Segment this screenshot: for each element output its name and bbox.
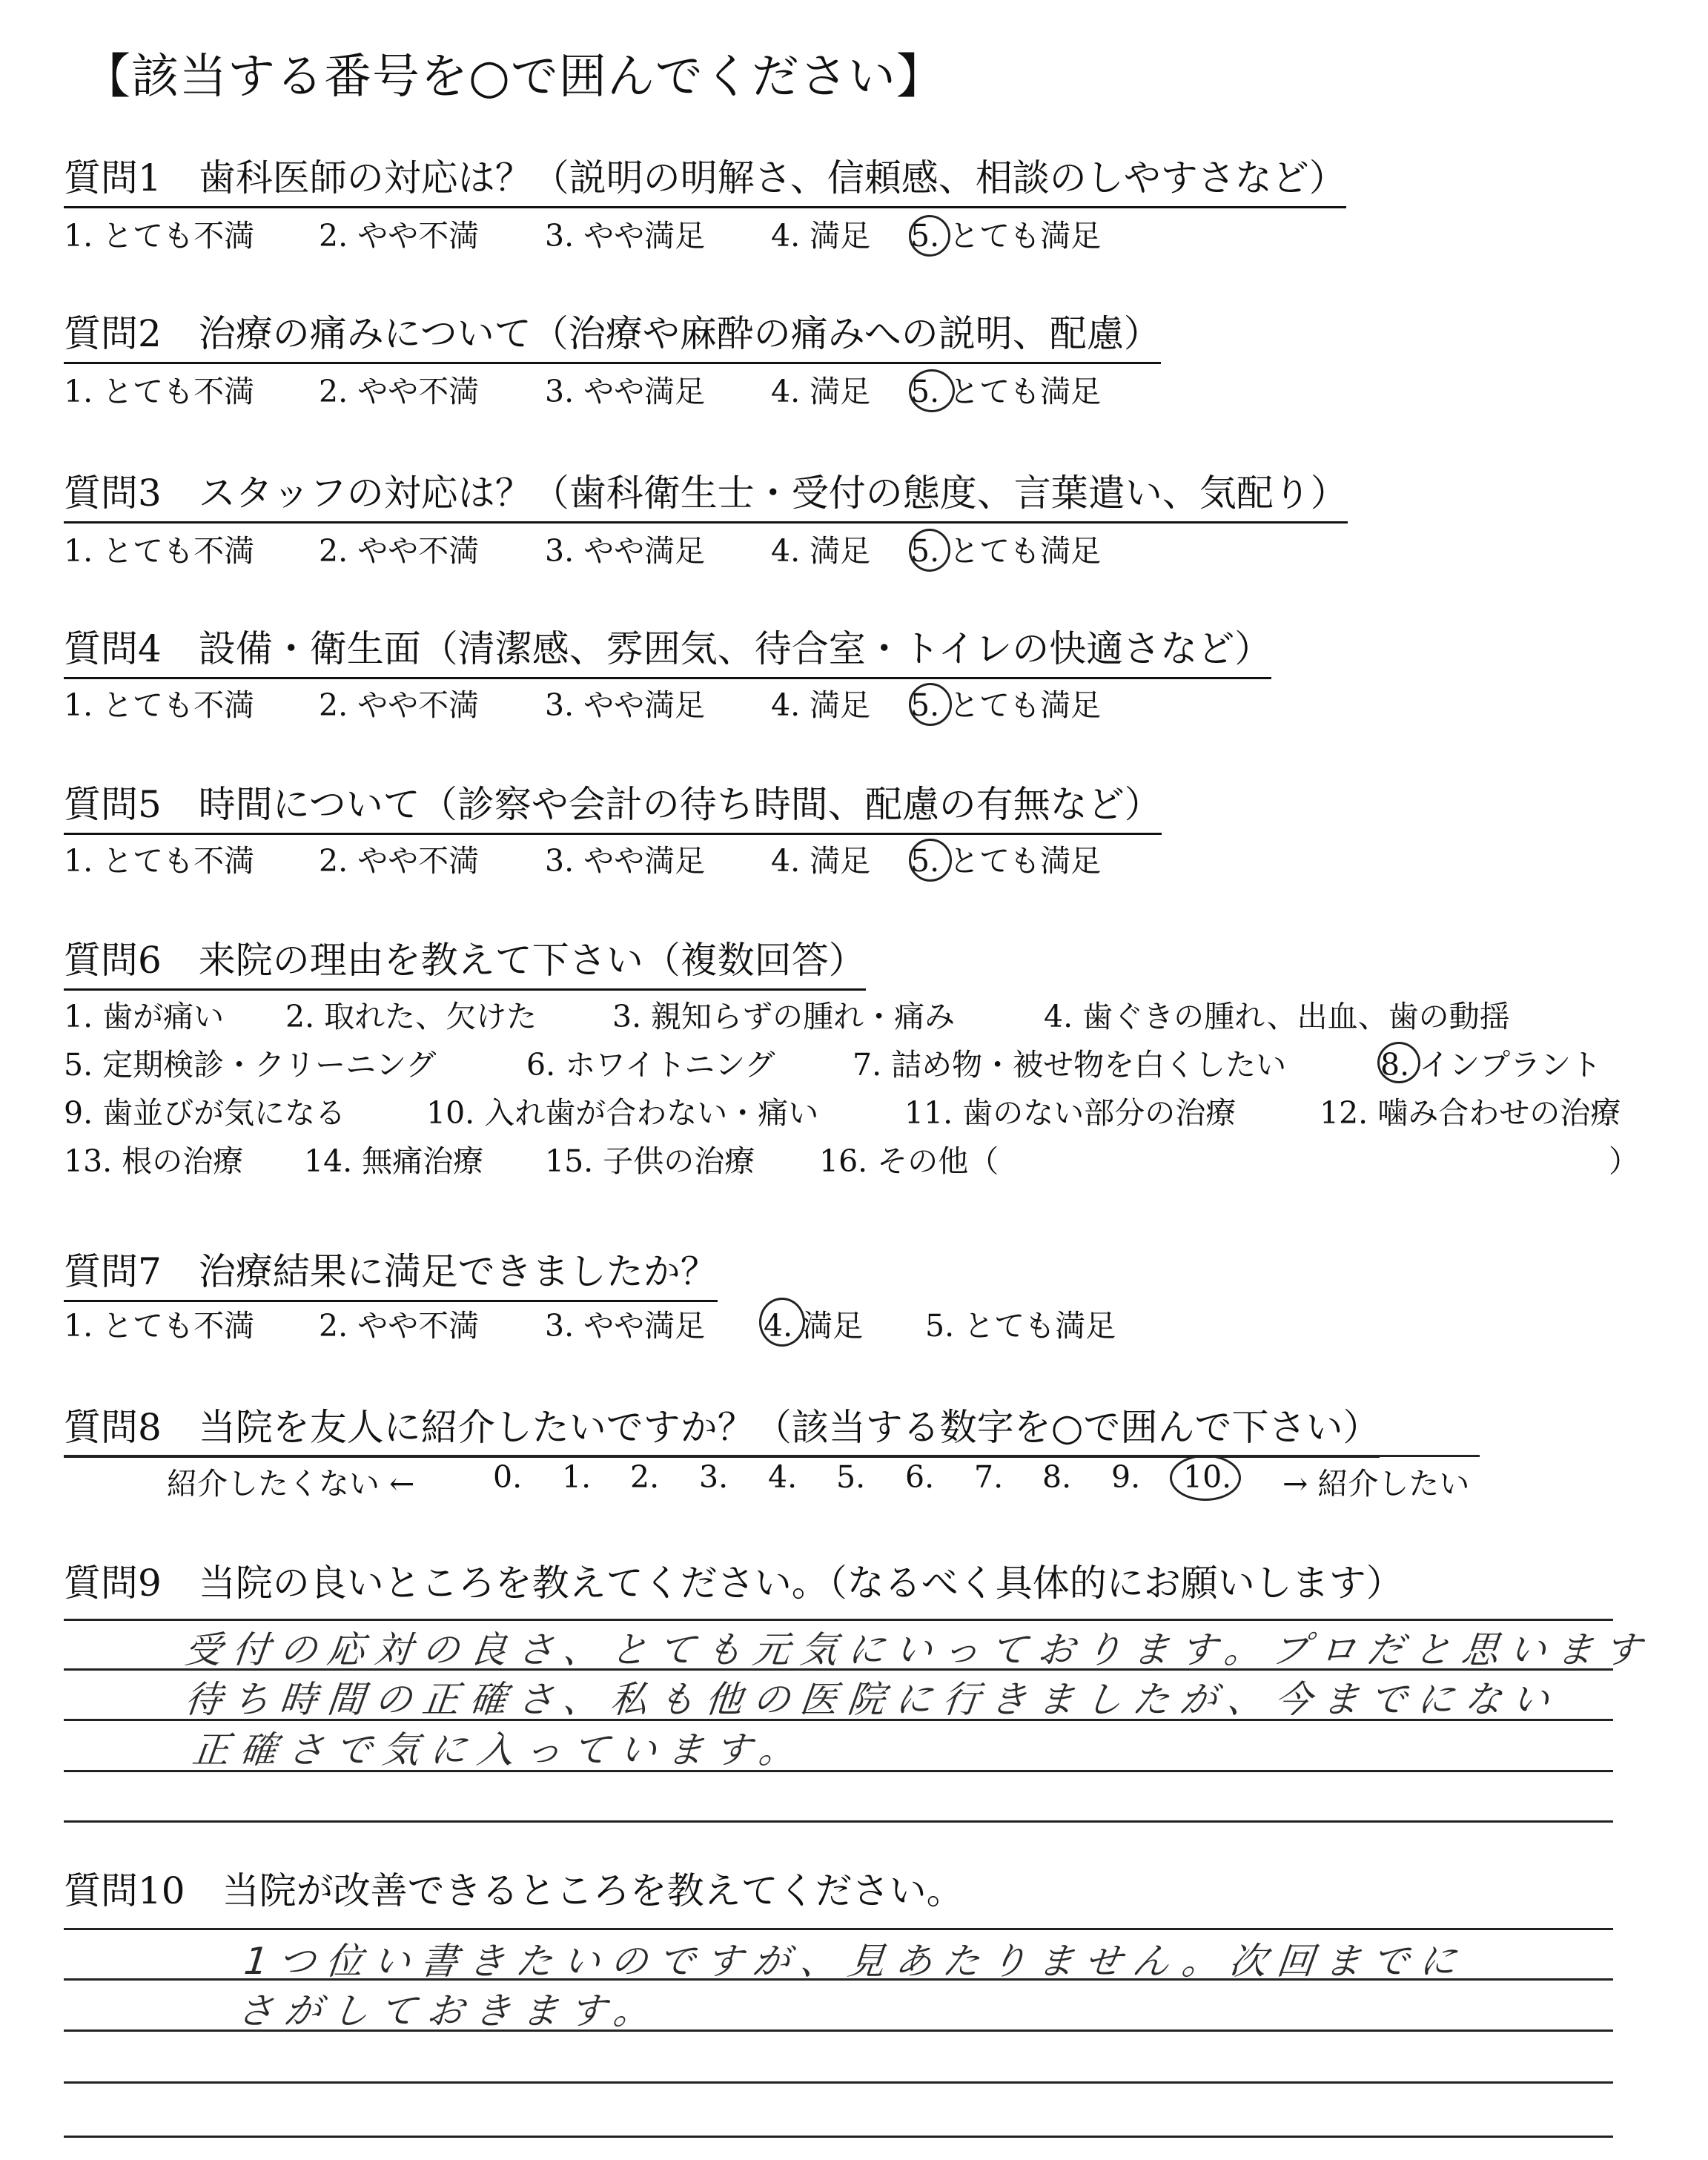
q1-option-3[interactable]: 3. やや満足 [545,218,706,254]
q7-option-3[interactable]: 3. やや満足 [545,1308,706,1344]
q8-option-2[interactable]: 2. [630,1459,660,1495]
q4-option-5[interactable]: 5. とても満足 [910,687,1102,723]
q4-option-2[interactable]: 2. やや不満 [319,687,480,723]
q8-option-3[interactable]: 3. [699,1459,729,1495]
q2-option-1[interactable]: 1. とても不満 [64,374,255,409]
q5-option-4[interactable]: 4. 満足 [771,843,871,879]
question-4: 質問4 設備・衛生面（清潔感、雰囲気、待合室・トイレの快適さなど） [64,619,1271,679]
q8-option-5[interactable]: 5. [836,1459,866,1495]
q8-option-10[interactable]: 10. [1183,1459,1232,1495]
q8-option-4[interactable]: 4. [768,1459,798,1495]
q5-option-1[interactable]: 1. とても不満 [64,843,255,879]
q5-option-2[interactable]: 2. やや不満 [319,843,480,879]
question-5: 質問5 時間について（診察や会計の待ち時間、配慮の有無など） [64,775,1162,835]
q8-option-7[interactable]: 7. [974,1459,1004,1495]
q3-option-5[interactable]: 5. とても満足 [910,533,1102,569]
q4-option-4[interactable]: 4. 満足 [771,687,871,723]
q6-option-8[interactable]: 8. インプラント [1380,1047,1602,1083]
q8-underline [64,1455,1480,1457]
selection-circle [1170,1455,1241,1501]
q8-option-6[interactable]: 6. [905,1459,935,1495]
ruled-line [64,2136,1613,2138]
question-6: 質問6 来院の理由を教えて下さい（複数回答） [64,931,866,991]
q6-option-6[interactable]: 6. ホワイトニング [526,1047,775,1083]
q6-option-10[interactable]: 10. 入れ歯が合わない・痛い [426,1095,819,1131]
q6-option-7[interactable]: 7. 詰め物・被せ物を白くしたい [853,1047,1287,1083]
ruled-line [64,1820,1613,1823]
selection-circle [909,215,950,257]
q9-answer-line-2: 待ち時間の正確さ、私も他の医院に行きましたが、今までにない [182,1678,1562,1721]
q8-option-0[interactable]: 0. [493,1459,523,1495]
q10-answer-line-1: 1つ位い書きたいのですが、見あたりません。次回までに [242,1940,1469,1983]
q1-option-5[interactable]: 5. とても満足 [910,218,1102,254]
q7-option-4[interactable]: 4. 満足 [764,1308,864,1344]
ruled-line [64,2081,1613,2084]
q6-option-16[interactable]: 16. その他（ [819,1143,999,1179]
question-8: 質問8 当院を友人に紹介したいですか？（該当する数字を○で囲んで下さい） [64,1398,1380,1458]
ruled-line [64,1928,1613,1930]
q6-option-1[interactable]: 1. 歯が痛い [64,999,225,1034]
q6-option-16-close: ） [1609,1143,1639,1179]
q6-option-15[interactable]: 15. 子供の治療 [545,1143,755,1179]
q2-option-3[interactable]: 3. やや満足 [545,374,706,409]
selection-circle [909,369,955,412]
q4-option-3[interactable]: 3. やや満足 [545,687,706,723]
selection-circle [909,529,950,572]
selection-circle [909,683,952,726]
q5-option-5[interactable]: 5. とても満足 [910,843,1102,879]
q6-option-2[interactable]: 2. 取れた、欠けた [285,999,537,1034]
q6-option-11[interactable]: 11. 歯のない部分の治療 [904,1095,1237,1131]
q7-option-2[interactable]: 2. やや不満 [319,1308,480,1344]
q6-option-13[interactable]: 13. 根の治療 [64,1143,244,1179]
q9-answer-line-1: 受付の応対の良さ、とても元気にいっております。プロだと思います [182,1628,1654,1671]
q6-option-4[interactable]: 4. 歯ぐきの腫れ、出血、歯の動揺 [1044,999,1510,1034]
q7-option-5[interactable]: 5. とても満足 [925,1308,1116,1344]
q3-option-1[interactable]: 1. とても不満 [64,533,255,569]
q6-option-9[interactable]: 9. 歯並びが気になる [64,1095,346,1131]
selection-circle [759,1298,805,1347]
q8-option-9[interactable]: 9. [1111,1459,1141,1495]
q3-option-2[interactable]: 2. やや不満 [319,533,480,569]
question-9: 質問9 当院の良いところを教えてください。（なるべく具体的にお願いします） [64,1562,1403,1605]
q8-left-label: 紹介したくない ← [167,1466,415,1502]
q6-option-5[interactable]: 5. 定期検診・クリーニング [64,1047,437,1083]
q4-option-1[interactable]: 1. とても不満 [64,687,255,723]
q3-option-3[interactable]: 3. やや満足 [545,533,706,569]
q10-answer-line-2: さがしておきます。 [234,1989,663,2032]
q7-option-1[interactable]: 1. とても不満 [64,1308,255,1344]
q2-option-5[interactable]: 5. とても満足 [910,374,1102,409]
q3-option-4[interactable]: 4. 満足 [771,533,871,569]
question-2: 質問2 治療の痛みについて（治療や麻酔の痛みへの説明、配慮） [64,304,1161,364]
question-10: 質問10 当院が改善できるところを教えてください。 [64,1869,964,1912]
question-3: 質問3 スタッフの対応は？（歯科衛生士・受付の態度、言葉遣い、気配り） [64,463,1348,524]
q2-option-2[interactable]: 2. やや不満 [319,374,480,409]
question-1: 質問1 歯科医師の対応は？（説明の明解さ、信頼感、相談のしやすさなど） [64,148,1346,208]
q9-answer-line-3: 正確さで気に入っています。 [190,1728,809,1771]
q6-option-3[interactable]: 3. 親知らずの腫れ・痛み [612,999,956,1034]
q1-option-2[interactable]: 2. やや不満 [319,218,480,254]
page-title: 【該当する番号を○で囲んでください】 [83,50,944,105]
q6-option-12[interactable]: 12. 噛み合わせの治療 [1320,1095,1621,1131]
q8-option-8[interactable]: 8. [1042,1459,1072,1495]
selection-circle [909,839,952,882]
q8-option-1[interactable]: 1. [562,1459,592,1495]
q5-option-3[interactable]: 3. やや満足 [545,843,706,879]
q2-option-4[interactable]: 4. 満足 [771,374,871,409]
q1-option-1[interactable]: 1. とても不満 [64,218,255,254]
question-7: 質問7 治療結果に満足できましたか？ [64,1242,718,1302]
q8-right-label: → 紹介したい [1282,1466,1470,1502]
q1-option-4[interactable]: 4. 満足 [771,218,871,254]
selection-circle [1377,1042,1420,1083]
q6-option-14[interactable]: 14. 無痛治療 [304,1143,484,1179]
